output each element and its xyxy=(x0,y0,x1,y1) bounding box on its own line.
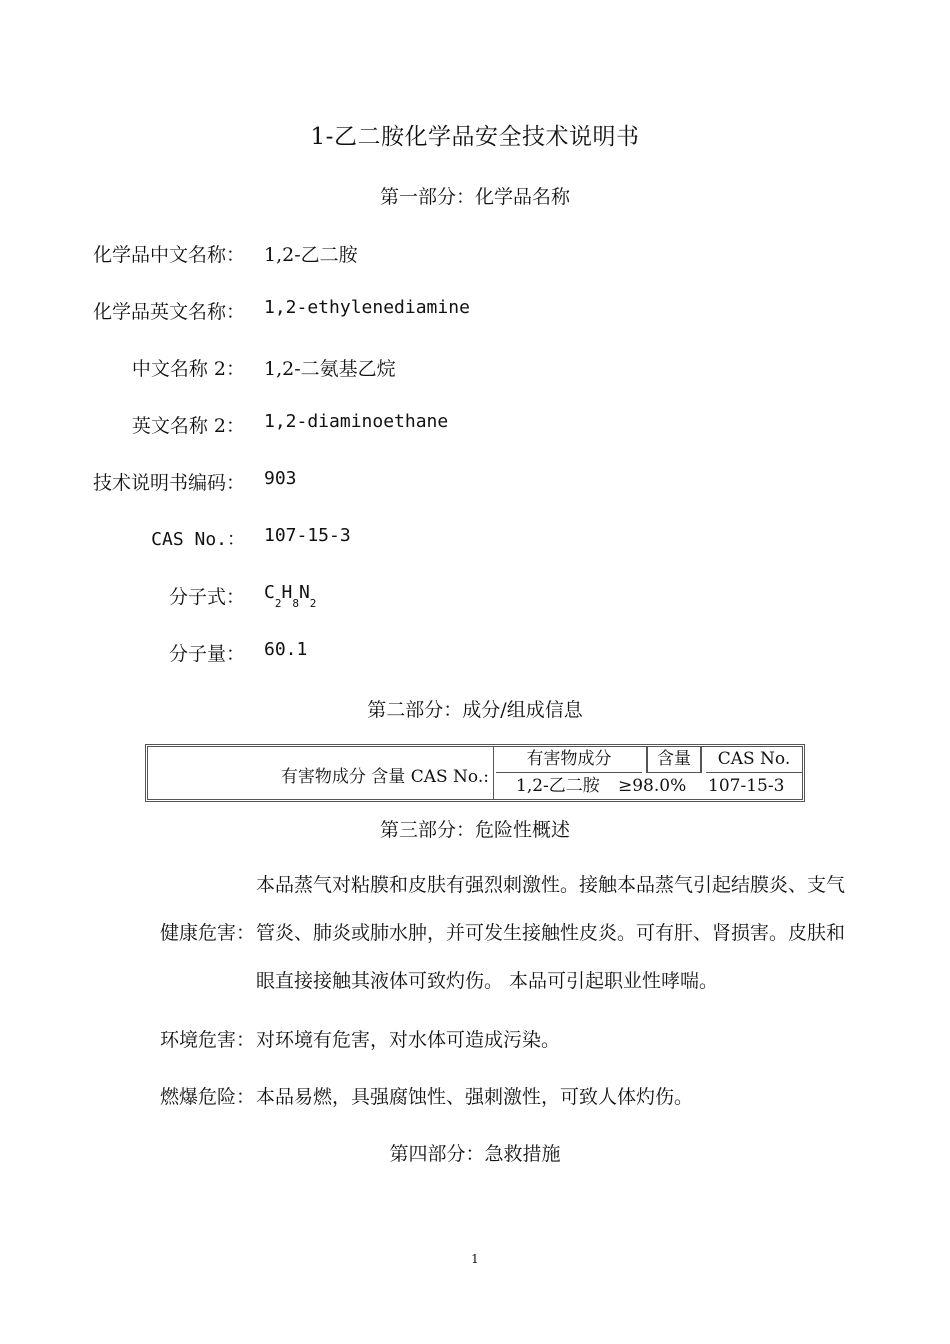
page-title: 1-乙二胺化学品安全技术说明书 xyxy=(310,124,640,150)
formula-subscript: 2 xyxy=(274,597,282,610)
section-heading-3: 第三部分：危险性概述 xyxy=(379,819,570,841)
environment-hazard-text: 对环境有危害，对水体可造成污染。 xyxy=(256,1029,561,1051)
field-value: 1,2-乙二胺 xyxy=(264,244,358,266)
fire-hazard-label: 燃爆危险： xyxy=(159,1086,255,1108)
row-cas: 107-15-3 xyxy=(708,776,785,796)
composition-left-label: 有害物成分 含量 CAS No.: xyxy=(280,767,489,787)
formula-element: C xyxy=(264,582,275,603)
formula-subscript: 8 xyxy=(292,597,299,610)
field-value: 60.1 xyxy=(264,639,308,660)
field-value: 107-15-3 xyxy=(264,525,351,546)
health-hazard-line-2: 管炎、肺炎或肺水肿，并可发生接触性皮炎。可有肝、肾损害。皮肤和 xyxy=(256,922,846,944)
composition-grid xyxy=(496,747,802,799)
row-component: 1,2-乙二胺 xyxy=(516,776,600,796)
formula-subscript: 2 xyxy=(309,597,317,610)
field-row-spec-code xyxy=(0,468,950,498)
fire-hazard-text: 本品易燃，具强腐蚀性、强刺激性，可致人体灼伤。 xyxy=(256,1086,694,1108)
section-heading-1: 第一部分：化学品名称 xyxy=(379,186,570,208)
field-row-cas xyxy=(0,525,950,555)
page-number: 1 xyxy=(471,1252,479,1266)
health-hazard-label: 健康危害： xyxy=(159,922,255,944)
field-label: CAS No.： xyxy=(151,529,245,550)
field-label: 英文名称 2： xyxy=(131,415,245,437)
field-value: 903 xyxy=(264,468,297,489)
health-hazard-line-1: 本品蒸气对粘膜和皮肤有强烈刺激性。接触本品蒸气引起结膜炎、支气 xyxy=(256,874,846,896)
header-cas: CAS No. xyxy=(706,747,802,773)
header-content: 含量 xyxy=(646,747,702,773)
composition-left-cell xyxy=(148,747,494,799)
field-label: 分子量： xyxy=(168,643,245,665)
field-label: 分子式： xyxy=(168,586,245,608)
field-label: 技术说明书编码： xyxy=(92,472,245,494)
formula-element: H xyxy=(281,582,293,603)
field-row-english-name-2 xyxy=(0,411,950,441)
formula-element: N xyxy=(298,582,310,603)
health-hazard-line-3: 眼直接接触其液体可致灼伤。 本品可引起职业性哮喘。 xyxy=(256,970,719,992)
table-row xyxy=(496,774,802,799)
section-heading-2: 第二部分：成分/组成信息 xyxy=(367,699,583,721)
field-row-english-name xyxy=(0,297,950,327)
field-label: 中文名称 2： xyxy=(131,358,245,380)
field-label: 化学品英文名称： xyxy=(92,301,245,323)
composition-table xyxy=(145,744,805,802)
section-heading-4: 第四部分：急救措施 xyxy=(389,1143,561,1165)
header-component: 有害物成分 xyxy=(496,747,642,773)
environment-hazard-label: 环境危害： xyxy=(159,1029,255,1051)
field-row-chinese-name xyxy=(0,240,950,270)
field-value: 1,2-ethylenediamine xyxy=(264,297,470,318)
field-row-chinese-name-2 xyxy=(0,354,950,384)
molecular-formula xyxy=(264,582,316,610)
field-row-formula xyxy=(0,582,950,612)
field-value: 1,2-二氨基乙烷 xyxy=(264,358,396,380)
field-label: 化学品中文名称： xyxy=(92,244,245,266)
row-content: ≥98.0% xyxy=(618,776,687,796)
field-row-molecular-weight xyxy=(0,639,950,669)
field-value: 1,2-diaminoethane xyxy=(264,411,449,432)
